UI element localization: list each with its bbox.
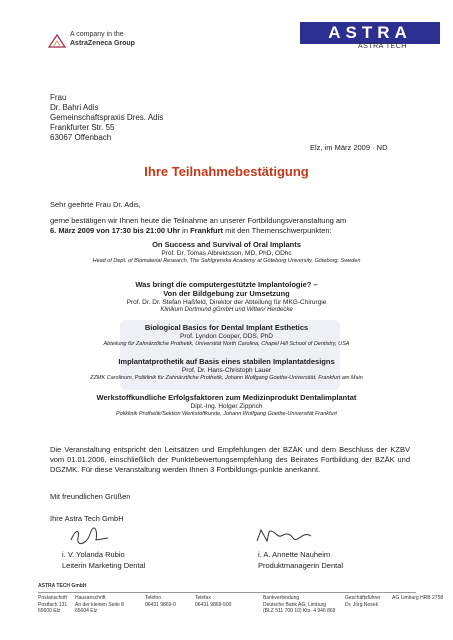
footer-bank <box>263 595 335 615</box>
topic-1-title: On Success and Survival of Oral Implants <box>152 240 301 249</box>
topic-5-title: Werkstoffkundliche Erfolgsfaktoren zum Medizinprodukt Dentalimplantat <box>96 393 357 402</box>
topic-4-speaker: Prof. Dr. Hans-Christoph Lauer <box>181 367 272 374</box>
recipient-line2: Dr. Bahri Adis <box>50 103 99 112</box>
footer-registry-value: AG Limburg HRB 2758 <box>392 595 444 601</box>
footer-divider <box>38 592 416 593</box>
intro-event-city: Frankfurt <box>190 226 224 235</box>
topic-2-speaker: Prof. Dr. Dr. Stefan Haßfeld, Direktor der Abteilung für MKG-Chirurgie <box>126 299 327 306</box>
footer-company: ASTRA TECH GmbH <box>38 583 87 589</box>
az-tagline-line2: AstraZeneca Group <box>70 40 135 47</box>
footer-registry <box>392 595 443 602</box>
topic-3-title: Biological Basics for Dental Implant Esthetics <box>144 323 309 332</box>
signer-1-role: Leiterin Marketing Dental <box>62 561 146 570</box>
astrazeneca-logo-icon <box>47 34 67 48</box>
topic-5-affiliation: Poliklinik Prothetik/Sektion Werkstoffkunde, Johann Wolfgang Goethe-Universität Frankfurt <box>116 411 337 417</box>
footer-address-line2: 65604 Elz <box>75 608 98 614</box>
footer-postal-line2: 65600 Elz <box>38 608 61 614</box>
footer-management <box>345 595 381 608</box>
recipient-line3: Gemeinschaftspraxis Dres. Adis <box>50 113 164 122</box>
sender-company: Ihre Astra Tech GmbH <box>50 514 124 523</box>
intro-text-mid: in <box>180 226 191 235</box>
letter-date: Elz, im März 2009 · ND <box>310 143 388 152</box>
signature-nauheim-icon <box>255 526 315 546</box>
recipient-line4: Frankfurter Str. 55 <box>50 123 115 132</box>
signer-2-name: i. A. Annette Nauheim <box>258 550 331 559</box>
recipient-line1: Frau <box>50 93 67 102</box>
footer-fax-value: 06431 9869-500 <box>195 601 232 608</box>
footer-fax <box>195 595 231 608</box>
topic-1-affiliation: Head of Dept. of Biomaterial Research, The Sahlgrenska Academy at Göteborg University, Göteborg, Sweden <box>92 258 361 264</box>
topic-2-title-line2: Von der Bildgebung zur Umsetzung <box>163 289 290 298</box>
signature-rubio-icon <box>68 526 113 548</box>
footer-bank-line2: (BLZ 511 700 10) Kto. 4 946 869 <box>263 608 336 614</box>
footer-bank-line1: Deutsche Bank AG, Limburg <box>263 601 327 608</box>
footer-address <box>75 595 124 615</box>
astra-tech-subtitle: ASTRA TECH <box>358 43 407 50</box>
footer-management-label: Geschäftsführer <box>345 595 381 601</box>
intro-event-time: 6. März 2009 von 17:30 bis 21:00 Uhr <box>50 226 181 235</box>
footer-phone <box>145 595 176 608</box>
intro-paragraph <box>50 216 410 236</box>
recipient-line5: 63067 Offenbach <box>50 133 112 142</box>
topic-4-title: Implantatprothetik auf Basis eines stabilen Implantatdesigns <box>118 357 335 366</box>
footer-postal <box>38 595 67 615</box>
topic-3-speaker: Prof. Lyndon Cooper, DDS, PhD <box>180 333 273 340</box>
footer-phone-value: 06431 9869-0 <box>145 601 176 608</box>
astra-logo: ASTRA <box>300 22 440 44</box>
footer-address-line1: An der kleinen Seite 8 <box>75 601 124 608</box>
topic-1-speaker: Prof. Dr. Tomas Albrektsson, MD, PhD, ODhc <box>161 250 292 257</box>
accreditation-paragraph: Die Veranstaltung entspricht den Leitsätzen und Empfehlungen der BZÄK und dem Beschluss der KZBV vom 01.01.2006, einschließlich der Punktebewertungsempfehlung des Beirates Fortbildung der BZÄK und DGZMK. Für diese Veranstaltung werden Ihnen 3 Fortbildungs-punkte anerkannt. <box>50 445 410 474</box>
topic-2-affiliation: Klinikum Dortmund gGmbH und Witten/ Herdecke <box>160 307 293 313</box>
greeting: Mit freundlichen Grüßen <box>50 492 131 501</box>
intro-text-2: mit den Themenschwerpunkten: <box>223 226 332 235</box>
footer-management-value: Dr. Jörg Nosek <box>345 601 379 608</box>
topic-3-affiliation: Abteilung für Zahnärztliche Prothetik, Universität North Carolina, Chapel Hill School of Dentistry, USA <box>103 341 350 347</box>
signer-1-name: i. V. Yolanda Rubio <box>62 550 125 559</box>
topic-4-affiliation: ZZMK Carolinum, Poliklinik für Zahnärztliche Prothetik, Johann Wolfgang Goethe-Universität, Frankfurt am Main <box>90 375 363 381</box>
salutation: Sehr geehrte Frau Dr. Adis, <box>50 200 141 209</box>
footer-bank-label: Bankverbindung <box>263 595 300 601</box>
topic-2-title: Was bringt die computergestützte Implantologie? – <box>135 280 318 289</box>
footer-phone-label: Telefon <box>145 595 162 601</box>
footer-address-label: Hausanschrift <box>75 595 106 601</box>
intro-text-1: gerne bestätigen wir Ihnen heute die Teilnahme an unserer Fortbildungsveranstaltung am <box>50 216 347 225</box>
page-title: Ihre Teilnahmebestätigung <box>144 164 309 179</box>
signer-2-role: Produktmanagerin Dental <box>258 561 344 570</box>
footer-postal-line1: Postfach 131 <box>38 601 68 608</box>
az-tagline-line1: A company in the <box>70 31 124 38</box>
footer-postal-label: Postanschrift <box>38 595 67 601</box>
topic-5-speaker: Dipl.-Ing. Holger Zipprich <box>190 403 263 410</box>
footer-fax-label: Telefax <box>195 595 211 601</box>
